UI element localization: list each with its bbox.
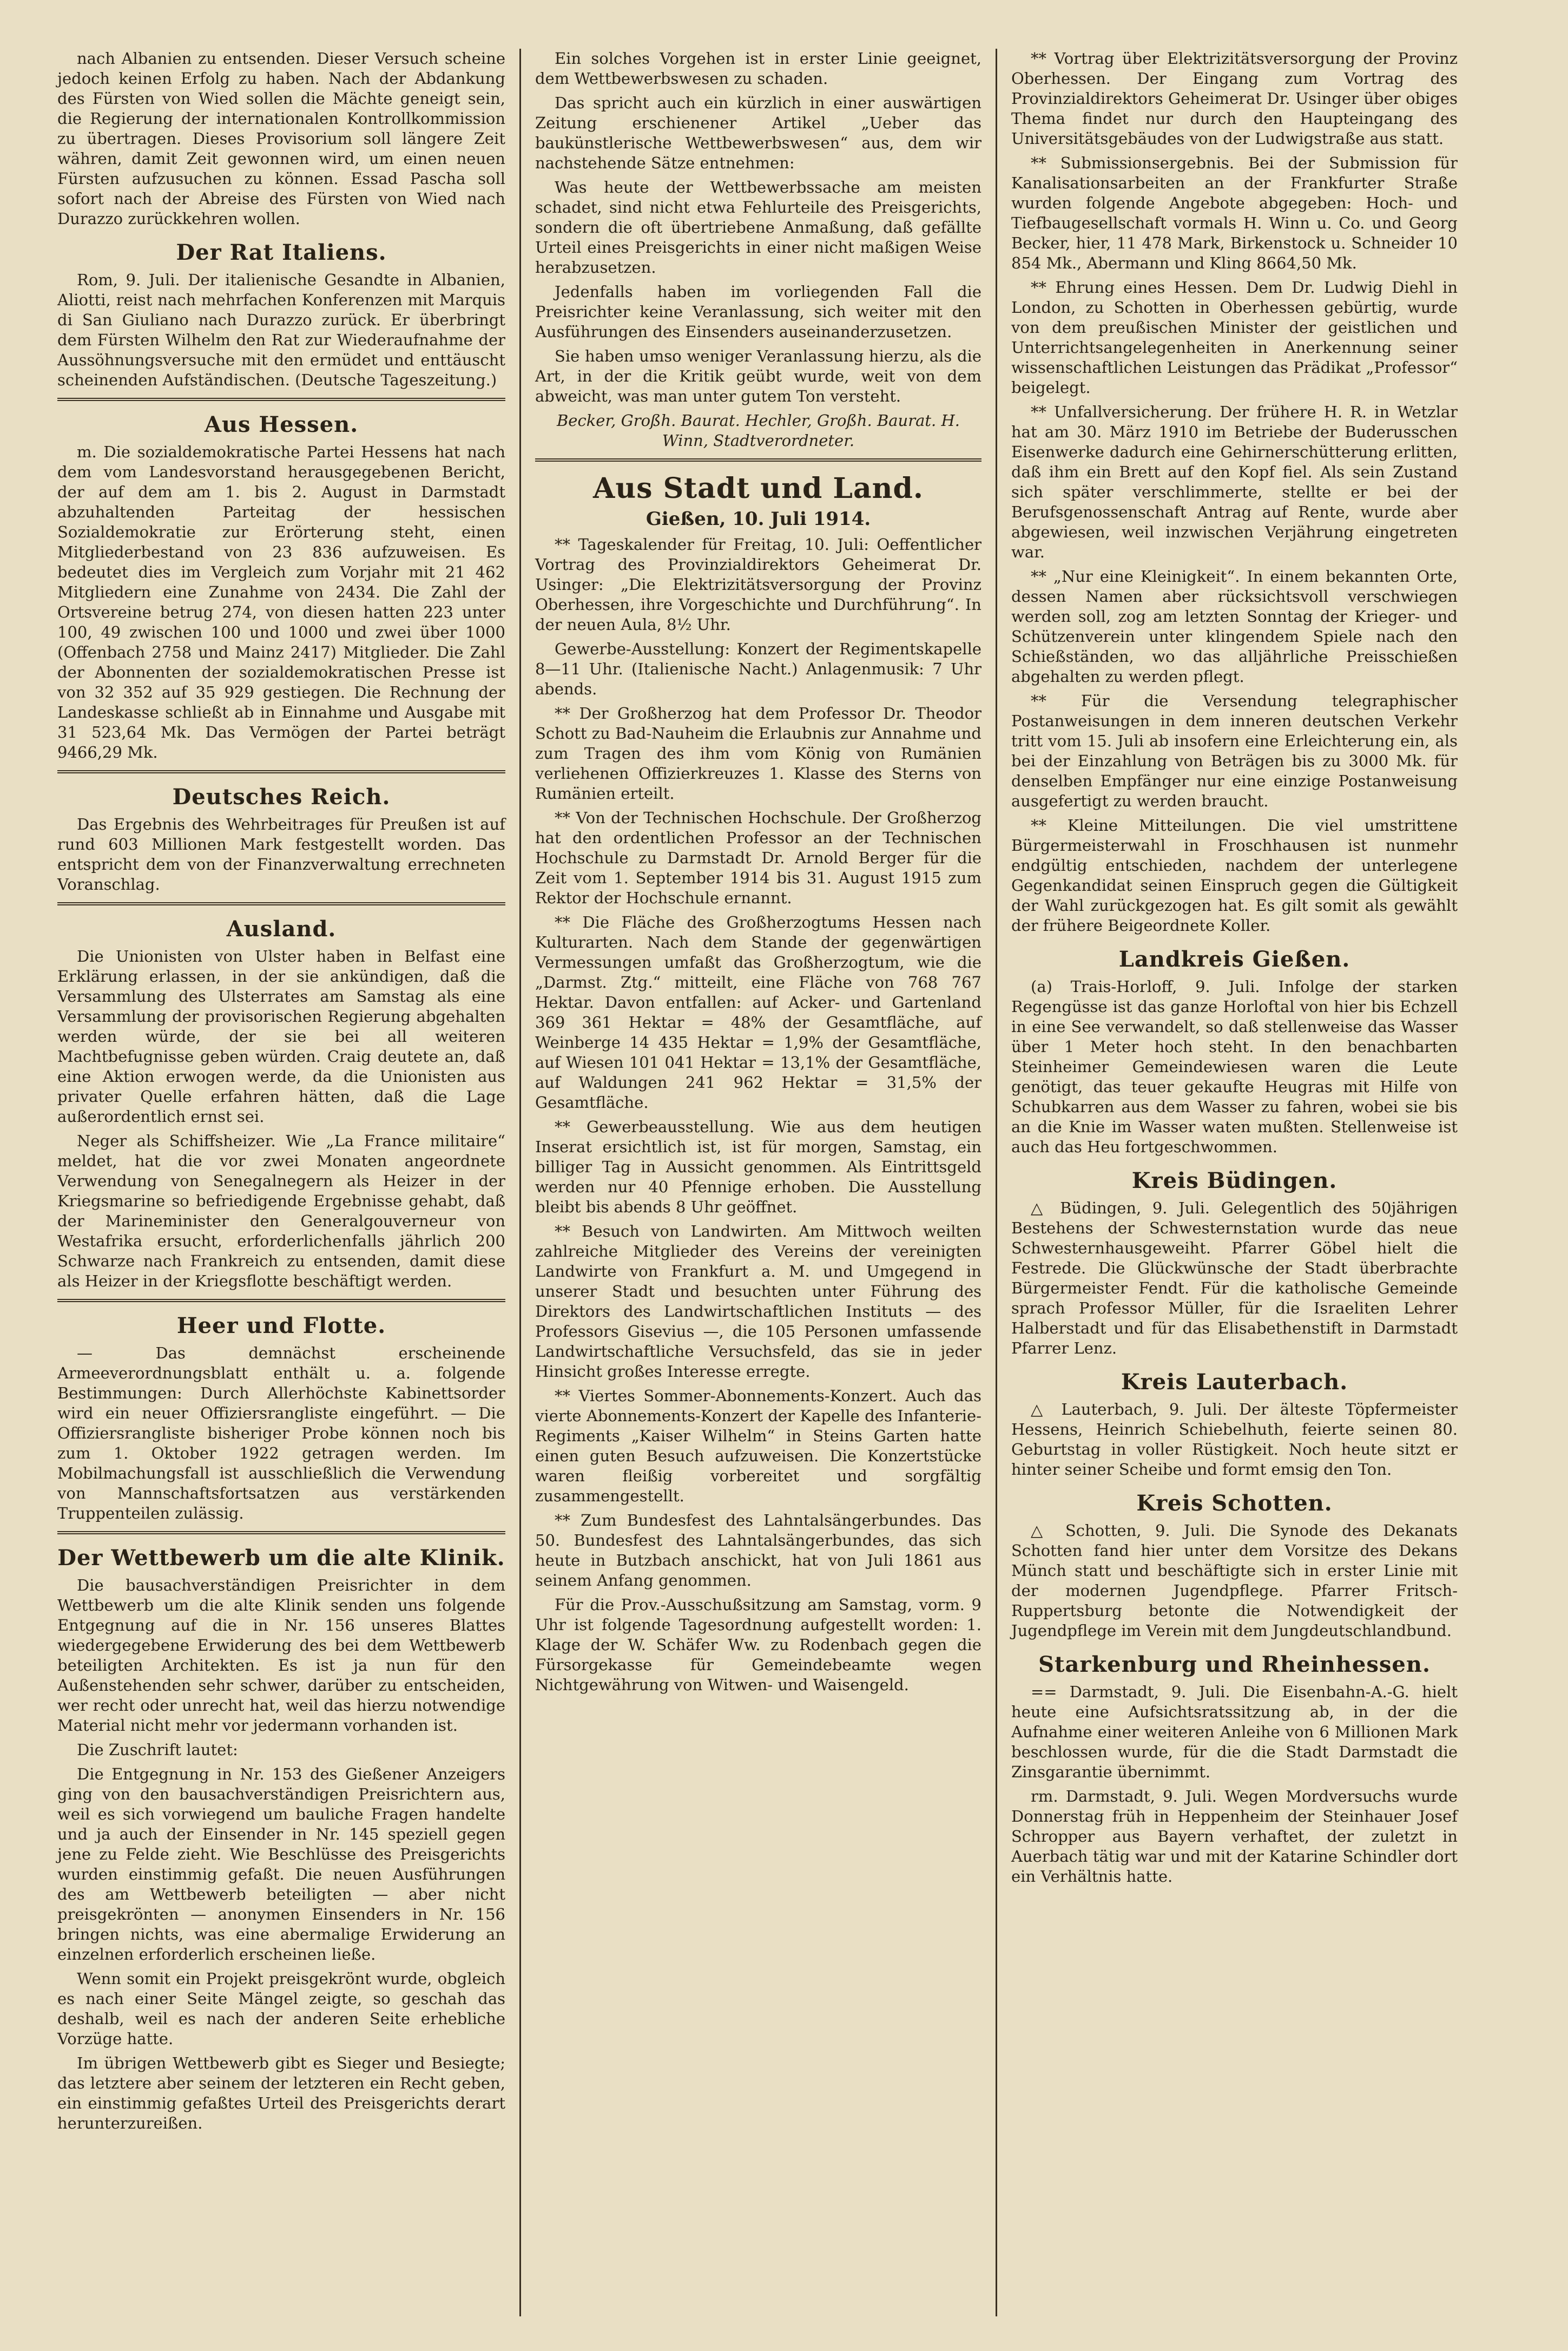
- section-heading: Starkenburg und Rheinhessen.: [1038, 1652, 1431, 1677]
- column-rule: [57, 1299, 505, 1302]
- article-paragraph: == Darmstadt, 9. Juli. Die Eisenbahn-A.-G. hielt heute eine Aufsichtsratssitzung ab, in der die Aufnahme einer weiteren Anleihe von 6 Millionen Mark beschlossen wurde, für die die Stadt Darmstadt die Zinsgarantie übernimmt.: [1011, 1683, 1458, 1781]
- article-paragraph: ** Der Großherzog hat dem Professor Dr. Theodor Schott zu Bad-Nauheim die Erlaubnis zur Annahme und zum Tragen des ihm vom König von Rumänien verliehenen Offizierkreuzes 1. Klasse des Sterns von Rumänien erteilt.: [535, 704, 981, 803]
- column-left: [43, 49, 519, 2316]
- article-paragraph: △ Schotten, 9. Juli. Die Synode des Dekanats Schotten fand hier unter dem Vorsitze des Dekans Münch statt und beschäftigte sich in erster Linie mit der modernen Jugendpflege. Pfarrer Fritsch-Ruppertsburg betonte die Notwendigkeit der Jugendpflege im Verein mit dem Jungdeutschlandbund.: [1011, 1521, 1458, 1640]
- article-paragraph: Neger als Schiffsheizer. Wie „La France militaire“ meldet, hat die vor zwei Monaten angeordnete Verwendung von Senegalnegern als Heizer in der Kriegsmarine so befriedigende Ergebnisse gehabt, daß der Marineminister den Generalgouverneur von Westafrika ersucht, erforderlichenfalls jährlich 200 Schwarze nach Frankreich zu entsenden, damit diese als Heizer in der Kriegsflotte beschäftigt werden.: [57, 1132, 505, 1290]
- dateline: Gießen, 10. Juli 1914.: [645, 508, 871, 530]
- article-paragraph: Das Ergebnis des Wehrbeitrages für Preußen ist auf rund 603 Millionen Mark festgestellt worden. Das entspricht dem von der Finanzverwaltung errechneten Voranschlag.: [57, 815, 505, 894]
- article-paragraph: Ein solches Vorgehen ist in erster Linie geeignet, dem Wettbewerbswesen zu schaden.: [535, 49, 981, 88]
- article-paragraph: ** Ehrung eines Hessen. Dem Dr. Ludwig Diehl in London, zu Schotten in Oberhessen gebürtig, wurde von dem preußischen Minister der geistlichen und Unterrichtsangelegenheiten in Anerkennung seiner wissenschaftlichen Leistungen das Prädikat „Professor“ beigelegt.: [1011, 278, 1458, 397]
- article-paragraph: ** Zum Bundesfest des Lahntalsängerbundes. Das 50. Bundesfest des Lahntalsängerbundes, das sich heute in Butzbach anschickt, hat von Juli 1861 aus seinem Anfang genommen.: [535, 1511, 981, 1590]
- column-rule: [57, 902, 505, 905]
- article-paragraph: △ Büdingen, 9. Juli. Gelegentlich des 50jährigen Bestehens der Schwesternstation wurde das neue Schwesternhausgeweiht. Pfarrer Göbel hielt die Festrede. Die Glückwünsche der Stadt überbrachte Bürgermeister Fendt. Für die katholische Gemeinde sprach Professor Müller, für die Israeliten Lehrer Halberstadt und für das Elisabethenstift in Darmstadt Pfarrer Lenz.: [1011, 1199, 1458, 1357]
- article-paragraph: — Das demnächst erscheinende Armeeverordnungsblatt enthält u. a. folgende Bestimmungen: Durch Allerhöchste Kabinettsorder wird ein neuer Offiziersrangliste eingeführt. — Die Offiziersrangliste bisheriger Probe können noch bis zum 1. Oktober 1922 getragen werden. Im Mobilmachungsfall ist ausschließlich die Verwendung von Mannschaftsfortsatzen aus verstärkenden Truppenteilen zulässig.: [57, 1344, 505, 1522]
- article-paragraph: ** Tageskalender für Freitag, 10. Juli: Oeffentlicher Vortrag des Provinzialdirektors Geheimerat Dr. Usinger: „Die Elektrizitätsversorgung der Provinz Oberhessen, ihre Vorgeschichte und Durchführung“. In der neuen Aula, 8½ Uhr.: [535, 535, 981, 634]
- article-paragraph: (a) Trais-Horloff, 9. Juli. Infolge der starken Regengüsse ist das ganze Horloftal von hier bis Echzell in eine See verwandelt, so daß stellenweise das Wasser über 1 Meter hoch steht. In den benachbarten Steinheimer Gemeindewiesen waren die Leute genötigt, das teuer gekaufte Heugras mit Hilfe von Schubkarren aus dem Wasser zu fahren, wobei sie bis an die Knie im Wasser waten mußten. Stellenweise ist auch das Heu fortgeschwommen.: [1011, 977, 1458, 1156]
- article-paragraph: ** Für die Versendung telegraphischer Postanweisungen in dem inneren deutschen Verkehr tritt vom 15. Juli ab insofern eine Erleichterung ein, als bei der Einzahlung von Beträgen bis zu 3000 Mk. für denselben Empfänger nur eine einzige Postanweisung ausgefertigt zu werden braucht.: [1011, 692, 1458, 810]
- column-rule: [57, 1531, 505, 1534]
- article-paragraph: Die Unionisten von Ulster haben in Belfast eine Erklärung erlassen, in der sie ankündigen, daß die Versammlung des Ulsterrates am Samstag als eine Versammlung der provisorischen Regierung abgehalten werden würde, der sie bei all weiteren Machtbefugnisse geben würden. Craig deutete an, daß eine Aktion erwogen werde, da die Unionisten aus privater Quelle erfahren hätten, daß die Lage außerordentlich ernst sei.: [57, 947, 505, 1126]
- article-paragraph: Jedenfalls haben im vorliegenden Fall die Preisrichter keine Veranlassung, sich weiter mit den Ausführungen des Einsenders auseinanderzusetzen.: [535, 283, 981, 341]
- article-paragraph: Sie haben umso weniger Veranlassung hierzu, als die Art, in der die Kritik geübt wurde, weit von dem abweicht, was man unter gutem Ton versteht.: [535, 347, 981, 405]
- article-paragraph: Gewerbe-Ausstellung: Konzert der Regimentskapelle 8—11 Uhr. (Italienische Nacht.) Anlagenmusik: 7 Uhr abends.: [535, 640, 981, 698]
- article-paragraph: rm. Darmstadt, 9. Juli. Wegen Mordversuchs wurde Donnerstag früh in Heppenheim der Steinhauer Josef Schropper aus Bayern verhaftet, der zuletzt in Auerbach tätig war und mit der Katarine Schindler dort ein Verhältnis hatte.: [1011, 1787, 1458, 1886]
- article-paragraph: ** Kleine Mitteilungen. Die viel umstrittene Bürgermeisterwahl in Froschhausen ist nunmehr endgültig entschieden, nachdem der unterlegene Gegenkandidat seinen Einspruch gegen die Gültigkeit der Wahl zurückgezogen hat. Es gilt somit als gewählt der frühere Beigeordnete Koller.: [1011, 816, 1458, 935]
- article-paragraph: Im übrigen Wettbewerb gibt es Sieger und Besiegte; das letztere aber seinem der letzteren ein Recht geben, ein einstimmig gefaßtes Urteil des Preisgerichts derart herunterzureißen.: [57, 2054, 505, 2132]
- section-heading: Kreis Büdingen.: [1131, 1168, 1338, 1193]
- article-paragraph: Für die Prov.-Ausschußsitzung am Samstag, vorm. 9 Uhr ist folgende Tagesordnung aufgestellt worden: 1. Klage der W. Schäfer Ww. zu Rodenbach gegen die Fürsorgekasse für Gemeindebeamte wegen Nichtgewährung von Witwen- und Waisengeld.: [535, 1595, 981, 1694]
- article-paragraph: ** Viertes Sommer-Abonnements-Konzert. Auch das vierte Abonnements-Konzert der Kapelle des Infanterie-Regiments „Kaiser Wilhelm“ in Steins Garten hatte einen guten Besuch aufzuweisen. Die Konzertstücke waren fleißig vorbereitet und sorgfältig zusammengestellt.: [535, 1387, 981, 1505]
- article-paragraph: m. Die sozialdemokratische Partei Hessens hat nach dem vom Landesvorstand herausgegebenen Bericht, der auf dem am 1. bis 2. August in Darmstadt abzuhaltenden Parteitag der hessischen Sozialdemokratie zur Erörterung steht, einen Mitgliederbestand von 23 836 aufzuweisen. Es bedeutet dies im Vergleich zum Vorjahr mit 21 462 Mitgliedern eine Zunahme von 2434. Die Zahl der Ortsvereine betrug 274, von diesen hatten 223 unter 100, 49 zwischen 100 und 1000 und zwei über 1000 (Offenbach 2758 und Mainz 2417) Mitglieder. Die Zahl der Abonnenten der sozialdemokratischen Presse ist von 32 352 auf 35 929 gestiegen. Die Rechnung der Landeskasse schließt ab in Einnahme und Ausgabe mit 31 523,64 Mk. Das Vermögen der Partei beträgt 9466,29 Mk.: [57, 443, 505, 761]
- section-heading: Landkreis Gießen.: [1118, 947, 1350, 972]
- section-heading: Deutsches Reich.: [172, 784, 391, 810]
- article-paragraph: Die bausachverständigen Preisrichter in dem Wettbewerb um die alte Klinik senden uns folgende Entgegnung auf die in Nr. 156 unseres Blattes wiedergegebene Erwiderung des bei dem Wettbewerb beteiligten Architekten. Es ist ja nun für den Außenstehenden sehr schwer, darüber zu entscheiden, wer recht oder unrecht hat, weil das hierzu notwendige Material nicht mehr vor jedermann vorhanden ist.: [57, 1576, 505, 1735]
- section-heading: Der Rat Italiens.: [176, 240, 387, 265]
- column-rule: [535, 458, 981, 462]
- section-heading: Heer und Flotte.: [176, 1313, 386, 1338]
- article-paragraph: Was heute der Wettbewerbssache am meisten schadet, sind nicht etwa Fehlurteile des Preisgerichts, sondern die oft übertriebene Anmaßung, daß gefällte Urteil eines Preisgerichts in einer nicht maßigen Weise herabzusetzen.: [535, 178, 981, 277]
- article-paragraph: ** „Nur eine Kleinigkeit“. In einem bekannten Orte, dessen Namen aber rücksichtsvoll verschwiegen werden soll, zog am letzten Sonntag der Krieger- und Schützenverein unter klingendem Spiele nach den Schießständen, wo das alljährliche Preisschießen abgehalten zu werden pflegt.: [1011, 567, 1458, 686]
- article-paragraph: ** Submissionsergebnis. Bei der Submission für Kanalisationsarbeiten an der Frankfurter Straße wurden folgende Angebote abgegeben: Hoch- und Tiefbaugesellschaft vormals H. Winn u. Co. und Georg Becker, hier, 11 478 Mark, Birkenstock u. Schneider 10 854 Mk., Abermann und Kling 8664,50 Mk.: [1011, 154, 1458, 272]
- article-paragraph: Das spricht auch ein kürzlich in einer auswärtigen Zeitung erschienener Artikel „Ueber das baukünstlerische Wettbewerbswesen“ aus, dem wir nachstehende Sätze entnehmen:: [535, 94, 981, 172]
- column-right: [996, 49, 1472, 2316]
- column-rule: [57, 770, 505, 773]
- column-middle: [519, 49, 996, 2316]
- article-paragraph: ** Vortrag über Elektrizitätsversorgung der Provinz Oberhessen. Der Eingang zum Vortrag des Provinzialdirektors Geheimerat Dr. Usinger über obiges Thema findet nur durch den Haupteingang des Universitätsgebäudes von der Ludwigstraße aus statt.: [1011, 49, 1458, 148]
- article-paragraph: ** Gewerbeausstellung. Wie aus dem heutigen Inserat ersichtlich ist, ist für morgen, Samstag, ein billiger Tag in Aussicht genommen. Als Eintrittsgeld werden nur 40 Pfennige erhoben. Die Ausstellung bleibt bis abends 8 Uhr geöffnet.: [535, 1118, 981, 1216]
- article-paragraph: ** Von der Technischen Hochschule. Der Großherzog hat den ordentlichen Professor an der Technischen Hochschule zu Darmstadt Dr. Arnold Berger für die Zeit vom 1. September 1914 bis 31. August 1915 zum Rektor der Hochschule ernannt.: [535, 809, 981, 907]
- section-heading: Der Wettbewerb um die alte Klinik.: [57, 1545, 505, 1571]
- signature: Becker, Großh. Baurat. Hechler, Großh. Baurat. H. Winn, Stadtverordneter.: [557, 411, 960, 450]
- column-rule: [57, 398, 505, 401]
- article-paragraph: ** Besuch von Landwirten. Am Mittwoch weilten zahlreiche Mitglieder des Vereins der vereinigten Landwirte von Frankfurt a. M. und Umgegend in unserer Stadt und besuchten unter Führung des Direktors des Landwirtschaftlichen Instituts — des Professors Gisevius —, die 105 Personen umfassende Landwirtschaftliche Versuchsfeld, das sie in jeder Hinsicht großes Interesse erregte.: [535, 1222, 981, 1381]
- section-heading: Aus Stadt und Land.: [593, 472, 924, 505]
- section-heading: Aus Hessen.: [204, 412, 359, 437]
- article-paragraph: ** Unfallversicherung. Der frühere H. R. in Wetzlar hat am 30. März 1910 im Betriebe der Buderusschen Eisenwerke dadurch eine Gehirnerschütterung erlitten, daß ihm ein Brett auf den Kopf fiel. Als sein Zustand sich später verschlimmerte, stellte er bei der Berufsgenossenschaft Antrag auf Rente, wurde aber abgewiesen, weil inzwischen Verjährung eingetreten war.: [1011, 403, 1458, 561]
- section-heading: Ausland.: [226, 916, 337, 942]
- newspaper-page: [43, 49, 1526, 2316]
- section-heading: Kreis Lauterbach.: [1121, 1369, 1348, 1395]
- article-paragraph: Wenn somit ein Projekt preisgekrönt wurde, obgleich es nach einer Seite Mängel zeigte, so geschah das deshalb, weil es nach der anderen Seite erhebliche Vorzüge hatte.: [57, 1969, 505, 2048]
- section-heading: Kreis Schotten.: [1136, 1490, 1333, 1516]
- article-paragraph: Die Zuschrift lautet:: [77, 1741, 238, 1759]
- article-paragraph: Rom, 9. Juli. Der italienische Gesandte in Albanien, Aliotti, reist nach mehrfachen Konferenzen mit Marquis di San Giuliano nach Durazzo zurück. Er überbringt dem Fürsten Wilhelm den Rat zur Wiederaufnahme der Aussöhnungsversuche mit den ermüdet und enttäuscht scheinenden Aufständischen. (Deutsche Tageszeitung.): [57, 271, 505, 389]
- article-paragraph: ** Die Fläche des Großherzogtums Hessen nach Kulturarten. Nach dem Stande der gegenwärtigen Vermessungen umfaßt das Großherzogtum, wie die „Darmst. Ztg.“ mitteilt, eine Fläche von 768 767 Hektar. Davon entfallen: auf Acker- und Gartenland 369 361 Hektar = 48% der Gesamtfläche, auf Weinberge 14 435 Hektar = 1,9% der Gesamtfläche, auf Wiesen 101 041 Hektar = 13,1% der Gesamtfläche, auf Waldungen 241 962 Hektar = 31,5% der Gesamtfläche.: [535, 913, 981, 1112]
- article-paragraph: Die Entgegnung in Nr. 153 des Gießener Anzeigers ging von den bausachverständigen Preisrichtern aus, weil es sich vorwiegend um bauliche Fragen handelte und ja auch der Einsender in Nr. 145 speziell gegen jene zu Felde zieht. Wie Beschlüsse des Preisgerichts wurden einstimmig gefaßt. Die neuen Ausführungen des am Wettbewerb beteiligten — aber nicht preisgekrönten — anonymen Einsenders in Nr. 156 bringen nichts, was eine abermalige Erwiderung an einzelnen erforderlich erscheinen ließe.: [57, 1765, 505, 1963]
- article-paragraph: △ Lauterbach, 9. Juli. Der älteste Töpfermeister Hessens, Heinrich Schiebelhuth, feierte seinen 80. Geburtstag in voller Rüstigkeit. Noch heute sitzt er hinter seiner Scheibe und formt emsig den Ton.: [1011, 1400, 1458, 1479]
- article-paragraph: nach Albanien zu entsenden. Dieser Versuch scheine jedoch keinen Erfolg zu haben. Nach der Abdankung des Fürsten von Wied sollen die Mächte geneigt sein, die Regierung der internationalen Kontrollkommission zu übertragen. Dieses Provisorium soll längere Zeit währen, damit Zeit gewonnen wird, um einen neuen Fürsten aufzusuchen zu können. Essad Pascha soll sofort nach der Abreise des Fürsten von Wied nach Durazzo zurückkehren wollen.: [57, 49, 505, 228]
